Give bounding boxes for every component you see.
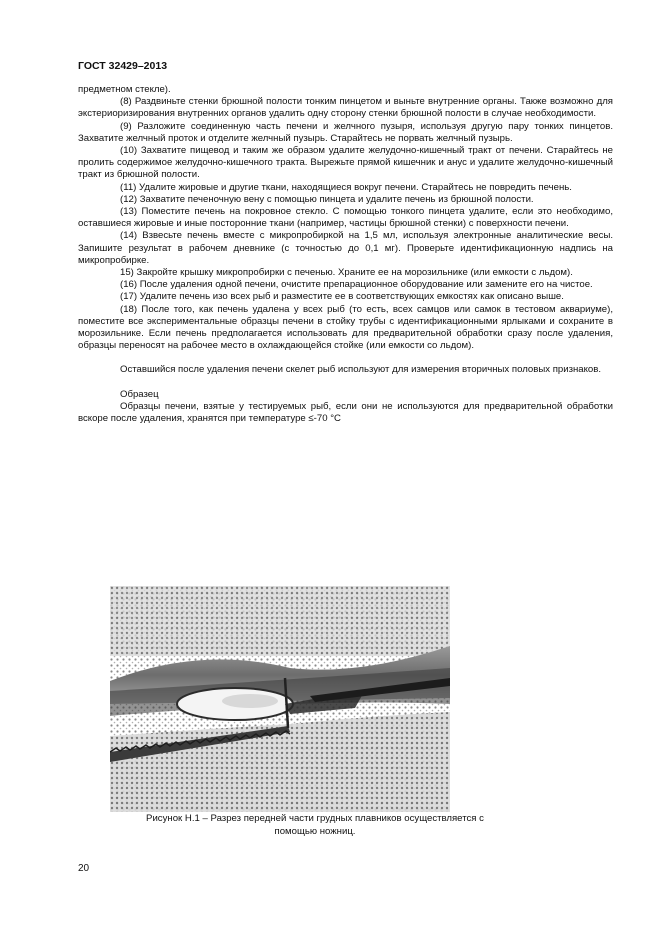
paragraph: (18) После того, как печень удалена у всех рыб (то есть, всех самцов или самок в тестовом аквариуме), поместите все экспериментальные образцы печени в стойку трубы с идентификационными ярлыками и сохраните в морозильнике. Если печень предполагается использовать для предварительной обработки сразу после удаления, образцы переносят на рабочее место в охлаждающейся стойке (или емкости со льдом).: [78, 303, 613, 352]
page-number: 20: [78, 863, 90, 874]
paragraph: (8) Раздвиньте стенки брюшной полости тонким пинцетом и выньте внутренние органы. Также возможно для экстериоризирования внутренних органов удалить одну сторону стенки брюшной полости в случае необходимости.: [78, 96, 613, 120]
paragraph: Образцы печени, взятые у тестируемых рыб, если они не используются для предварительной обработки вскоре после удаления, хранятся при температуре ≤-70 °С: [78, 400, 613, 425]
paragraph: (12) Захватите печеночную вену с помощью пинцета и удалите печень из брюшной полости.: [120, 193, 534, 205]
section-label: Образец: [120, 388, 159, 400]
document-header: ГОСТ 32429–2013: [78, 60, 168, 72]
paragraph: 15) Закройте крышку микропробирки с печенью. Храните ее на морозильнике (или емкости с льдом).: [120, 267, 573, 279]
paragraph: Оставшийся после удаления печени скелет рыб используют для измерения вторичных половых признаков.: [120, 364, 602, 376]
figure-photo: [110, 586, 450, 812]
paragraph: (10) Захватите пищевод и таким же образом удалите желудочно-кишечный тракт от печени. Старайтесь не пролить содержимое желудочно-кишечного тракта. Вырежьте прямой кишечник и анус и удалите желудочно-кишечный тракт из брюшной полости.: [78, 145, 613, 181]
paragraph: (14) Взвесьте печень вместе с микропробиркой на 1,5 мл, используя электронные аналитические весы. Запишите результат в рабочем дневнике (с точностью до 0,1 мг). Проверьте идентификационную надпись на микропробирке.: [78, 230, 613, 266]
caption-line: помощью ножниц.: [274, 825, 356, 837]
paragraph: (16) После удаления одной печени, очистите препарационное оборудование или замените его на чистое.: [120, 279, 593, 291]
paragraph: (17) Удалите печень изо всех рыб и разместите ее в соответствующих емкостях как описано выше.: [120, 291, 564, 303]
caption-line: Рисунок Н.1 – Разрез передней части грудных плавников осуществляется с: [146, 813, 484, 824]
paragraph: предметном стекле).: [78, 84, 171, 95]
body-text: [78, 84, 613, 425]
paragraph: (9) Разложите соединенную часть печени и желчного пузыря, используя другую пару тонких пинцетов. Захватите желчный проток и отделите желчный пузырь. Старайтесь не порвать желчный пузырь.: [78, 120, 613, 144]
paragraph: (13) Поместите печень на покровное стекло. С помощью тонкого пинцета удалите, если это необходимо, оставшиеся жировые и иные посторонние ткани (например, частицы брюшной стенки) с поверхности печени.: [78, 206, 613, 230]
figure-caption: [120, 813, 510, 838]
paragraph: (11) Удалите жировые и другие ткани, находящиеся вокруг печени. Старайтесь не повредить печень.: [120, 181, 572, 193]
fish-dissection-photo: [110, 586, 450, 812]
